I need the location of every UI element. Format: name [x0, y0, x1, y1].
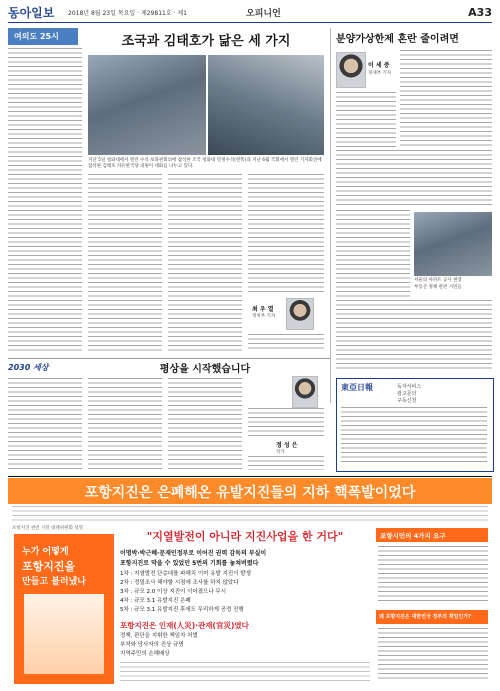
- right-author-photo: [336, 52, 366, 88]
- column-label: 여의도 25시: [8, 28, 78, 45]
- main-text-col3: [248, 174, 324, 294]
- issue-date: 2018년 8월 23일 목요일 · 제29811호 · 제1: [68, 10, 187, 17]
- left-column-text: [8, 48, 82, 353]
- main-text-col1: [88, 174, 162, 352]
- notice-box: [336, 378, 494, 472]
- right-headline: 분양가상한제 혼란 줄이려면: [336, 34, 459, 45]
- main-author-name: 최 우 열: [252, 306, 274, 313]
- ad-left-banner-image: [24, 594, 104, 674]
- advertisement: [8, 478, 492, 688]
- newspaper-logo: 동아일보: [8, 6, 55, 20]
- sec2030-headline: 평상을 시작했습니다: [159, 364, 251, 375]
- ad-bullet-2: 2차 : 정밀조사 해야할 시점에 조사를 하지 않았다: [120, 580, 239, 586]
- main-photo-caption: 지난 5일 청와대에서 열린 수석·보좌관회의에 참석한 조국 청와대 민정수석(왼쪽)과 지난 6월 국회에서 열린 기자회견에 참석한 김태호 자유한국당 의원이 대화를 나누고 있다.: [88, 158, 322, 169]
- right-text-bottom: [336, 300, 492, 372]
- right-photo: [414, 212, 492, 276]
- notice-line-2: 광고문의: [397, 391, 417, 397]
- ad-side-question: 왜 포항지진은 대한민국 정부의 책임인가?: [379, 614, 471, 620]
- ad-bullet-5: 5차 : 규모 3.1 유발지진 후에도 무리하게 공정 진행: [120, 607, 244, 613]
- ad-rule: [8, 476, 492, 477]
- ad-body-note: 포항지진 관련 시민 대책위원회 성명: [12, 526, 83, 531]
- sec2030-author-name: 정 성 은: [276, 442, 298, 449]
- masthead: [8, 4, 492, 24]
- notice-line-1: 독자서비스: [397, 384, 422, 390]
- ad-bottom-line-3: 지역주민의 손해배상: [120, 651, 170, 657]
- column-divider: [330, 28, 331, 403]
- notice-line-3: 구독신청: [397, 398, 417, 404]
- ad-headline: 포항지진은 은폐해온 유발지진들의 지하 핵폭발이었다: [84, 485, 416, 501]
- sec2030-author-title: 작가: [276, 450, 285, 455]
- ad-bullet-1: 1차 : 지열발전 단층대를 파헤치 이미 유발 지진이 발생: [120, 571, 251, 577]
- ad-left-banner-line2: 포항지진을: [22, 560, 76, 573]
- main-text-col3-end: [248, 334, 324, 352]
- main-headline: 조국과 김태호가 닮은 세 가지: [121, 34, 291, 49]
- ad-side-question-text: [378, 628, 488, 682]
- ad-left-banner: [14, 534, 114, 684]
- masthead-rule: [8, 22, 492, 23]
- main-photo-left: [88, 55, 206, 155]
- right-photo-caption: 서울의 아파트 공사 현장: [414, 278, 462, 283]
- ad-side-title: 포항시민의 4가지 요구: [380, 532, 446, 540]
- right-text-top: [400, 50, 492, 148]
- sec2030-text-col2: [88, 378, 162, 470]
- section-rule-2030: [8, 358, 330, 359]
- main-author-photo: [286, 298, 314, 330]
- page-number: A33: [468, 6, 492, 19]
- ad-bullet-3: 3차 : 규모 2.0 이상 지진이 이어졌으나 무시: [120, 589, 227, 595]
- right-author-title: 경제부 기자: [368, 71, 392, 76]
- sec2030-text-col4-end: [248, 456, 324, 470]
- ad-intro: [12, 506, 488, 531]
- right-text-mid: [336, 150, 492, 208]
- sec2030-text-col4: [248, 408, 324, 438]
- ad-bullet-4: 4차 : 규모 3.1 유발지진 은폐: [120, 598, 191, 604]
- ad-side-text: [378, 546, 488, 604]
- ad-subhead-2: 포항지진로 막을 수 있었던 5번의 기회를 놓쳐버렸다: [120, 560, 259, 567]
- main-text-col2: [168, 174, 242, 352]
- ad-bottom-line-2: 부처와 당사자의 진상 규명: [120, 642, 184, 648]
- ad-slogan: "지열발전이 아니라 지진사업을 한 거다": [146, 530, 344, 543]
- ad-intro-text: [12, 506, 488, 524]
- ad-subhead: 이명박·박근혜·문재인정부로 이어진 권력 감독의 부실이: [120, 550, 267, 557]
- notice-logo: 東亞日報: [341, 382, 373, 392]
- main-photo-right: [208, 55, 324, 155]
- ad-bottom-text: [120, 662, 370, 682]
- ad-left-banner-line3: 만들고 불러냈나: [22, 577, 86, 587]
- notice-text: [341, 407, 487, 465]
- right-text-left: [336, 210, 410, 298]
- ad-bottom-line-1: 정책, 판단을 지휘한 책임자 처벌: [120, 633, 198, 639]
- section-label-2030: 2030 세상: [8, 363, 49, 372]
- ad-bottom-headline: 포항지진은 인재(人災)·관재(官災)였다: [120, 621, 249, 630]
- right-photo-caption-2: 부동산 정책 관련 시민들: [414, 285, 462, 290]
- section-title: 오피니언: [246, 9, 281, 19]
- sec2030-author-photo: [292, 376, 318, 408]
- sec2030-text-col1: [8, 378, 82, 470]
- sec2030-text-col3: [168, 378, 242, 470]
- main-author-title: 정치부 기자: [252, 314, 276, 319]
- ad-left-banner-line1: 누가 어떻게: [22, 547, 69, 557]
- right-author-name: 이 세 중: [368, 62, 390, 69]
- right-text-under-photo: [336, 92, 396, 148]
